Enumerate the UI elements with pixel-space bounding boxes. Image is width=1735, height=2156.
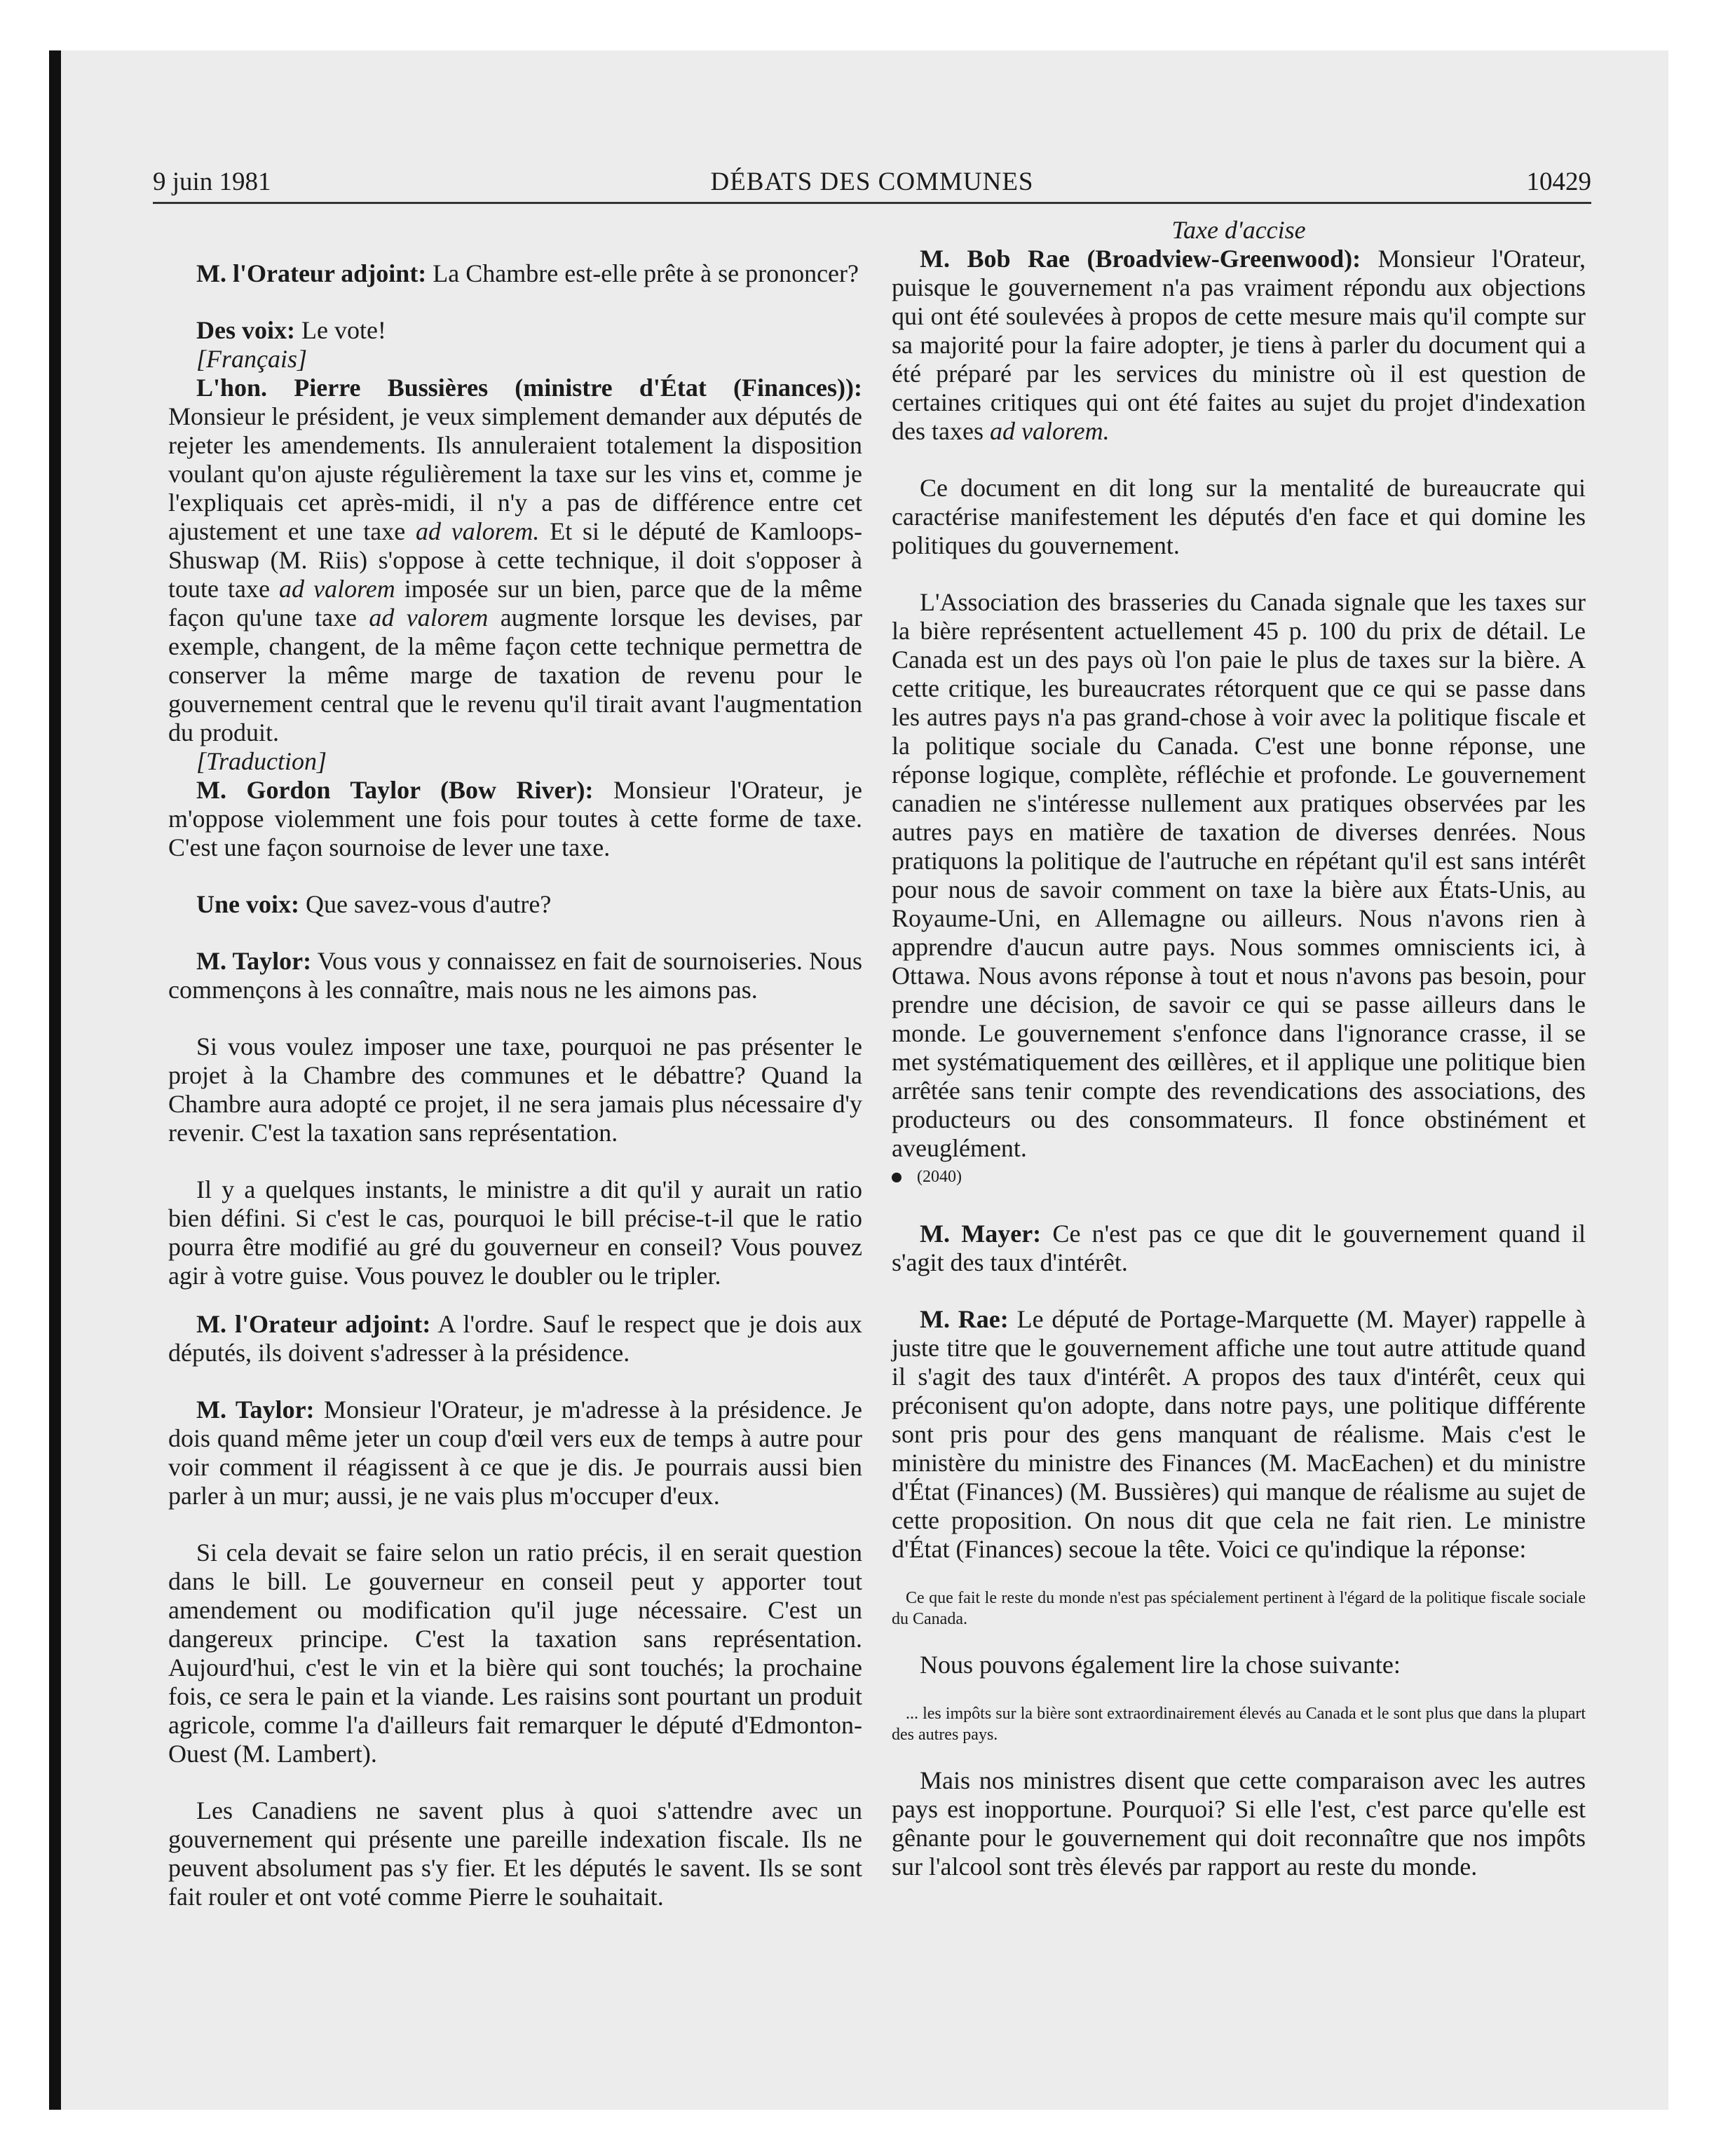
block-quote: Ce que fait le reste du monde n'est pas spécialement pertinent à l'égard de la politique fiscale sociale du Canada. <box>892 1589 1586 1628</box>
timestamp: (2040) <box>892 1163 1586 1192</box>
paragraph: Une voix: Que savez-vous d'autre? <box>196 890 552 918</box>
speaker: Une voix: <box>196 890 299 918</box>
speaker: L'hon. Pierre Bussières (ministre d'État (Finances)): <box>196 374 862 402</box>
paragraph: M. Taylor: Monsieur l'Orateur, je m'adresse à la présidence. Je dois quand même jeter un coup d'œil vers eux de temps à autre pour voir comment il réagissent à ce que je dis. Je pourrais aussi bien parler à un mur; aussi, je ne vais plus m'occuper d'eux. <box>168 1396 862 1510</box>
paragraph: Si cela devait se faire selon un ratio précis, il en serait question dans le bill. Le gouverneur en conseil peut y apporter tout amendement ou modification qu'il juge nécessaire. C'est un dangereux principe. C'est la taxation sans représentation. Aujourd'hui, c'est le vin et la bière qui sont touchés; la prochaine fois, ce sera le pain et la viande. Les raisins sont pourtant un produit agricole, comme l'a d'ailleurs fait remarquer le député d'Edmonton-Ouest (M. Lambert). <box>168 1538 862 1768</box>
speaker: M. l'Orateur adjoint: <box>196 1310 431 1338</box>
paragraph: L'hon. Pierre Bussières (ministre d'État (Finances)): Monsieur le président, je veux simplement demander aux députés de rejeter les amendements. Ils annuleraient totalement la disposition voulant qu'on ajuste régulièrement la taxe sur les vins et, comme je l'expliquais cet après-midi, il n'y a pas de différence entre cet ajustement et une taxe ad valorem. Et si le député de Kamloops-Shuswap (M. Riis) s'oppose à cette technique, il doit s'opposer à toute taxe ad valorem imposée sur un bien, parce que de la même façon qu'une taxe ad valorem augmente lorsque les devises, par exemple, changent, de la même façon cette technique permettra de conserver la même marge de taxation de revenu pour le gouvernement central que le revenu qu'il tirait avant l'augmentation du produit. <box>168 374 863 746</box>
paragraph: M. l'Orateur adjoint: La Chambre est-elle prête à se prononcer? <box>196 259 859 287</box>
block-quote: ... les impôts sur la bière sont extraordinairement élevés au Canada et le sont plus que dans la plupart des autres pays. <box>892 1705 1586 1744</box>
paragraph: M. l'Orateur adjoint: A l'ordre. Sauf le respect que je dois aux députés, ils doivent s'adresser à la présidence. <box>168 1310 862 1367</box>
header-title: DÉBATS DES COMMUNES <box>710 168 1034 196</box>
header-date: 9 juin 1981 <box>153 168 271 196</box>
speaker: M. Taylor: <box>196 1396 315 1424</box>
speaker: M. Mayer: <box>920 1220 1042 1248</box>
bullet-dot-icon <box>892 1173 901 1182</box>
header-page-number: 10429 <box>1526 168 1591 196</box>
right-column <box>892 216 1586 1881</box>
language-marker: [Traduction] <box>196 747 327 775</box>
paragraph: L'Association des brasseries du Canada signale que les taxes sur la bière représentent actuellement 45 p. 100 du prix de détail. Le Canada est un des pays où l'on paie le plus de taxes sur la bière. A cette critique, les bureaucrates rétorquent que ce qui se passe dans les autres pays n'a pas grand-chose à voir avec la politique fiscale et la politique sociale du Canada. C'est une bonne réponse, une réponse logique, complète, réfléchie et profonde. Le gouvernement canadien ne s'intéresse nullement aux pratiques observées par les autres pays en matière de taxation de diverses denrées. Nous pratiquons la politique de l'autruche en répétant qu'il est sans intérêt pour nous de savoir comment on taxe la bière aux États-Unis, au Royaume-Uni, en Allemagne ou ailleurs. Nous n'avons rien à apprendre d'aucun autre pays. Nous sommes omniscients ici, à Ottawa. Nous avons réponse à tout et nous n'avons pas besoin, pour prendre une décision, de savoir ce qui se passe ailleurs dans le monde. Le gouvernement s'enfonce dans l'ignorance crasse, il se met systématiquement des œillères, et il applique une politique bien arrêtée sans tenir compte des revendications des associations, des producteurs ou des consommateurs. Il fonce obstinément et aveuglément. <box>892 588 1586 1162</box>
speaker: M. l'Orateur adjoint: <box>196 259 427 287</box>
paragraph: Nous pouvons également lire la chose suivante: <box>920 1651 1401 1679</box>
language-marker: [Français] <box>196 345 308 373</box>
paragraph: M. Gordon Taylor (Bow River): Monsieur l'Orateur, je m'oppose violemment une fois pour toutes à cette forme de taxe. C'est une façon sournoise de lever une taxe. <box>168 776 862 861</box>
paragraph: Mais nos ministres disent que cette comparaison avec les autres pays est inopportune. Pourquoi? Si elle l'est, c'est parce qu'elle est gênante pour le gouvernement qui doit reconnaître que nos impôts sur l'alcool sont très élevés par rapport au reste du monde. <box>892 1766 1586 1881</box>
scan-edge <box>49 50 61 2110</box>
paragraph: Ce document en dit long sur la mentalité de bureaucrate qui caractérise manifestement les députés d'en face et qui domine les politiques du gouvernement. <box>892 474 1586 559</box>
paragraph: M. Rae: Le député de Portage-Marquette (M. Mayer) rappelle à juste titre que le gouvernement affiche une tout autre attitude quand il s'agit des taux d'intérêt. A propos des taux d'intérêt, ceux qui préconisent qu'on adopte, dans notre pays, une politique différente sont pris pour des gens manquant de réalisme. Mais c'est le ministère du ministre des Finances (M. MacEachen) et du ministre d'État (Finances) (M. Bussières) qui manque de réalisme au sujet de cette proposition. On nous dit que cela ne fait rien. Le ministre d'État (Finances) secoue la tête. Voici ce qu'indique la réponse: <box>892 1305 1586 1563</box>
paragraph: Il y a quelques instants, le ministre a dit qu'il y aurait un ratio bien défini. Si c'est le cas, pourquoi le bill précise-t-il que le ratio pourra être modifié au gré du gouverneur en conseil? Vous pouvez agir à votre guise. Vous pouvez le doubler ou le tripler. <box>168 1175 862 1290</box>
speaker: M. Taylor: <box>196 947 312 975</box>
paragraph: Si vous voulez imposer une taxe, pourquoi ne pas présenter le projet à la Chambre des communes et le débattre? Quand la Chambre aura adopté ce projet, il ne sera jamais plus nécessaire d'y revenir. C'est la taxation sans représentation. <box>168 1032 862 1147</box>
speaker: Des voix: <box>196 316 295 344</box>
paragraph: M. Bob Rae (Broadview-Greenwood): Monsieur l'Orateur, puisque le gouvernement n'a pas vraiment répondu aux objections qui ont été soulevées à propos de cette mesure mais qu'il compte sur sa majorité pour la faire adopter, je tiens à parler du document qui a été préparé par les services du ministre où il est question de certaines critiques qui ont été faites au sujet du projet d'indexation des taxes ad valorem. <box>892 245 1586 445</box>
left-column <box>168 216 862 1911</box>
page-header <box>153 163 1591 204</box>
speaker: M. Bob Rae (Broadview-Greenwood): <box>920 245 1361 273</box>
paragraph: Des voix: Le vote! <box>196 316 386 344</box>
paragraph: M. Taylor: Vous vous y connaissez en fait de sournoiseries. Nous commençons à les connaître, mais nous ne les aimons pas. <box>168 947 862 1004</box>
paragraph: Les Canadiens ne savent plus à quoi s'attendre avec un gouvernement qui présente une pareille indexation fiscale. Ils ne peuvent absolument pas s'y fier. Et les députés le savent. Ils se sont fait rouler et ont voté comme Pierre le souhaitait. <box>168 1796 862 1911</box>
speaker: M. Gordon Taylor (Bow River): <box>196 776 594 804</box>
speaker: M. Rae: <box>920 1305 1009 1333</box>
paragraph: M. Mayer: Ce n'est pas ce que dit le gouvernement quand il s'agit des taux d'intérêt. <box>892 1220 1586 1276</box>
section-title: Taxe d'accise <box>1171 216 1306 244</box>
